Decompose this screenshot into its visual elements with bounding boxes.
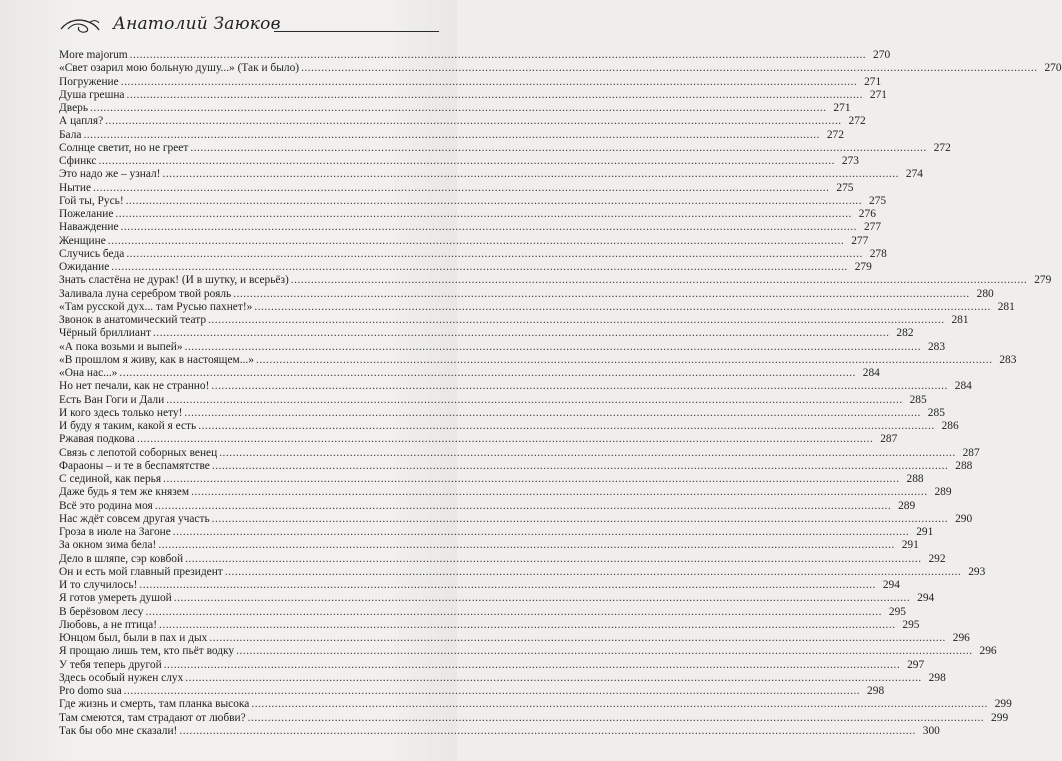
toc-entry [59,565,986,579]
toc-dot-leader: ............................................................................................................................................................................................................................ [191,486,928,499]
toc-entry-page: 284 [954,380,972,393]
toc-entry-page: 271 [833,102,851,114]
toc-entry-title: Дверь [59,102,89,114]
toc-dot-leader: ............................................................................................................................................................................................................................ [190,141,927,154]
toc-entry-title: Знать сластёна не дурак! (И в шутку, и всерьёз) [59,274,289,287]
toc-entry [59,327,914,340]
toc-dot-leader: ............................................................................................................................................................................................................................ [173,592,911,605]
toc-entry [59,711,1009,725]
toc-entry-title: И буду я таким, какой я есть [59,420,197,432]
toc-dot-leader: ............................................................................................................................................................................................................................ [154,499,892,512]
toc-entry-page: 287 [962,446,980,459]
toc-dot-leader: ............................................................................................................................................................................................................................ [166,393,903,406]
toc-entry [59,234,869,248]
toc-entry-page: 275 [836,181,854,194]
toc-entry [59,671,946,685]
header-rule [274,31,439,32]
toc-dot-leader: ............................................................................................................................................................................................................................ [254,300,991,313]
toc-entry [59,247,887,261]
toc-dot-leader: ............................................................................................................................................................................................................................ [129,49,867,61]
toc-dot-leader: ............................................................................................................................................................................................................................ [219,446,956,459]
toc-entry-page: 296 [952,632,970,644]
toc-entry [59,353,1017,367]
toc-entry-page: 294 [882,579,900,591]
toc-entry-title: Так бы обо мне сказали! [59,724,178,737]
toc-dot-leader: ............................................................................................................................................................................................................................ [123,685,861,697]
toc-dot-leader: ............................................................................................................................................................................................................................ [251,698,988,711]
toc-dot-leader: ............................................................................................................................................................................................................................ [120,75,858,88]
toc-entry-title: Солнце светит, но не греет [59,141,189,154]
toc-entry-page: 278 [869,247,887,260]
toc-entry [59,128,844,142]
toc-dot-leader: ............................................................................................................................................................................................................................ [172,526,910,538]
toc-entry-page: 298 [867,685,885,697]
toc-entry-page: 277 [851,234,869,247]
toc-entry-page: 296 [979,645,997,658]
toc-dot-leader: ............................................................................................................................................................................................................................ [111,261,848,273]
toc-entry-title: Наваждение [59,221,119,234]
toc-entry [59,274,1052,287]
toc-entry [59,486,952,499]
toc-dot-leader: ............................................................................................................................................................................................................................ [163,658,901,671]
toc-entry-page: 276 [858,208,876,220]
toc-entry-page: 273 [841,155,859,167]
toc-entry-title: Дело в шляпе, сэр ковбой [59,552,184,565]
toc-dot-leader: ............................................................................................................................................................................................................................ [105,115,842,128]
toc-entry-page: 297 [907,658,925,671]
toc-entry-page: 275 [869,194,887,207]
toc-entry [59,393,927,407]
toc-entry [59,380,972,393]
toc-entry-page: 289 [934,486,952,499]
toc-entry [59,658,925,672]
running-header [59,12,439,38]
toc-entry-page: 286 [941,420,959,432]
toc-dot-leader: ............................................................................................................................................................................................................................ [107,234,845,247]
toc-entry-page: 298 [928,671,946,684]
toc-entry [59,552,946,566]
toc-dot-leader: ............................................................................................................................................................................................................................ [145,605,882,618]
toc-entry [59,592,935,605]
toc-entry-title: Pro domo sua [59,685,122,697]
toc-entry [59,367,880,380]
toc-entry-title: Там смеются, там страдают от любви? [59,711,246,724]
toc-dot-leader: ............................................................................................................................................................................................................................ [184,406,921,419]
toc-entry [59,102,851,115]
toc-entry-title: «Там русской дух... там Русью пахнет!» [59,300,253,313]
toc-dot-leader: ............................................................................................................................................................................................................................ [139,579,876,591]
toc-entry-title: А цапля? [59,115,104,128]
toc-dot-leader: ............................................................................................................................................................................................................................ [98,155,835,167]
toc-entry-page: 272 [933,141,951,154]
toc-entry-page: 270 [873,49,891,61]
toc-entry [59,539,919,552]
toc-entry-title: Гой ты, Русь! [59,194,124,207]
toc-entry-title: Душа грешна [59,88,125,101]
toc-entry-page: 283 [927,340,946,353]
toc-entry-page: 272 [848,115,866,128]
toc-entry [59,221,882,234]
toc-entry-title: Сфинкс [59,155,97,167]
toc-entry-title: У тебя теперь другой [59,658,162,671]
toc-entry [59,724,940,738]
toc-entry-page: 291 [901,539,919,552]
toc-entry-page: 283 [999,353,1017,366]
toc-dot-leader: ............................................................................................................................................................................................................................ [211,512,949,525]
toc-dot-leader: ............................................................................................................................................................................................................................ [255,353,993,366]
toc-entry-title: С сединой, как перья [59,473,162,485]
toc-entry-page: 277 [863,221,882,234]
toc-entry [59,512,973,526]
author-name: Анатолий Заюков [113,14,281,34]
toc-entry-title: Любовь, а не птица! [59,618,158,631]
toc-dot-leader: ............................................................................................................................................................................................................................ [208,314,945,326]
toc-entry-page: 271 [864,75,882,88]
toc-entry-title: За окном зима бела! [59,539,157,552]
toc-entry-page: 281 [951,314,969,326]
toc-entry [59,287,994,301]
toc-dot-leader: ............................................................................................................................................................................................................................ [185,671,922,684]
toc-entry-title: Я прощаю лишь тем, кто пьёт водку [59,645,235,658]
toc-entry-title: «Свет озарил мою больную душу...» (Так и было) [59,62,300,75]
toc-entry-page: 281 [997,300,1015,313]
toc-entry-title: Но нет печали, как не странно! [59,380,210,393]
toc-dot-leader: ............................................................................................................................................................................................................................ [90,102,827,114]
toc-entry-title: «Она нас...» [59,367,118,379]
toc-entry-page: 274 [905,168,923,181]
toc-dot-leader: ............................................................................................................................................................................................................................ [290,274,1028,287]
toc-entry [59,155,859,168]
toc-entry-title: Даже будь я тем же князем [59,486,190,499]
toc-dot-leader: ............................................................................................................................................................................................................................ [236,645,973,658]
toc-entry-page: 294 [917,592,935,605]
toc-dot-leader: ............................................................................................................................................................................................................................ [233,287,970,300]
ornament-swirl-icon [59,15,101,35]
toc-entry-page: 299 [991,711,1009,724]
toc-entry-page: 300 [922,724,940,737]
toc-entry-title: Нытие [59,181,92,194]
toc-entry-page: 295 [902,618,920,631]
toc-entry [59,194,887,208]
toc-dot-leader: ............................................................................................................................................................................................................................ [126,88,863,101]
toc-dot-leader: ............................................................................................................................................................................................................................ [158,539,895,552]
toc-entry-page: 293 [968,565,986,578]
toc-entry-title: В берёзовом лесу [59,605,144,618]
toc-entry-title: Случись беда [59,247,125,260]
toc-entry [59,473,924,486]
toc-entry-title: Ожидание [59,261,110,273]
toc-entry-page: 287 [880,433,898,446]
toc-entry-title: More majorum [59,49,128,61]
toc-entry [59,49,891,62]
toc-entry-page: 284 [862,367,880,379]
toc-entry [59,75,882,89]
toc-entry-title: Здесь особый нужен слух [59,671,184,684]
toc-entry [59,62,1062,75]
toc-dot-leader: ............................................................................................................................................................................................................................ [198,420,935,432]
toc-dot-leader: ............................................................................................................................................................................................................................ [83,128,820,141]
toc-entry-title: Погружение [59,75,119,88]
toc-entry-page: 289 [898,499,916,512]
toc-dot-leader: ............................................................................................................................................................................................................................ [120,221,858,234]
toc-entry [59,433,898,446]
toc-dot-leader: ............................................................................................................................................................................................................................ [211,380,948,393]
toc-dot-leader: ............................................................................................................................................................................................................................ [126,247,863,260]
toc-entry-title: Нас ждёт совсем другая участь [59,512,210,525]
toc-entry-page: 299 [994,698,1012,711]
toc-entry-page: 291 [916,526,934,538]
toc-entry-page: 285 [909,393,927,406]
toc-entry-page: 271 [869,88,887,101]
toc-entry-page: 270 [1044,62,1062,75]
toc-entry-title: Заливала луна серебром твой рояль [59,287,232,300]
toc-entry-page: 272 [826,128,844,141]
toc-entry [59,698,1012,711]
toc-entry-page: 279 [854,261,872,273]
toc-entry-title: Чёрный бриллиант [59,327,152,340]
toc-entry [59,88,887,102]
toc-entry-page: 279 [1034,274,1052,287]
toc-entry [59,645,997,658]
toc-dot-leader: ............................................................................................................................................................................................................................ [163,473,900,485]
toc-entry-page: 292 [928,552,946,565]
toc-entry [59,406,945,420]
toc-entry-title: Я готов умереть душой [59,592,172,605]
toc-entry [59,141,951,155]
toc-dot-leader: ............................................................................................................................................................................................................................ [247,711,985,724]
toc-dot-leader: ............................................................................................................................................................................................................................ [184,340,922,353]
toc-dot-leader: ............................................................................................................................................................................................................................ [224,565,962,578]
toc-entry-title: Пожелание [59,208,114,220]
toc-entry [59,526,934,539]
toc-dot-leader: ............................................................................................................................................................................................................................ [301,62,1038,75]
toc-dot-leader: ............................................................................................................................................................................................................................ [211,459,949,472]
toc-entry [59,632,970,645]
toc-entry [59,499,916,513]
toc-entry-title: «А пока возьми и выпей» [59,340,183,353]
toc-entry-page: 282 [896,327,914,340]
toc-entry [59,340,946,354]
toc-entry-page: 280 [976,287,994,300]
toc-entry [59,685,885,698]
toc-dot-leader: ............................................................................................................................................................................................................................ [136,433,874,446]
table-of-contents [59,49,1062,738]
toc-entry [59,261,872,274]
toc-entry [59,420,959,433]
toc-entry-title: Где жизнь и смерть, там планка высока [59,698,250,711]
toc-entry [59,181,854,195]
toc-entry-page: 290 [955,512,973,525]
toc-entry-title: И то случилось! [59,579,138,591]
toc-entry-title: Связь с лепотой соборных венец [59,446,218,459]
toc-entry-title: Звонок в анатомический театр [59,314,207,326]
toc-dot-leader: ............................................................................................................................................................................................................................ [159,618,896,631]
toc-entry-title: Всё это родина моя [59,499,153,512]
toc-entry-title: Бала [59,128,82,141]
toc-entry [59,605,906,619]
toc-entry [59,208,876,221]
toc-dot-leader: ............................................................................................................................................................................................................................ [162,168,899,181]
toc-entry [59,168,923,181]
toc-dot-leader: ............................................................................................................................................................................................................................ [185,552,922,565]
toc-entry [59,115,866,128]
toc-entry-page: 288 [906,473,924,485]
toc-dot-leader: ............................................................................................................................................................................................................................ [119,367,856,379]
toc-entry [59,618,920,632]
toc-entry-title: Он и есть мой главный президент [59,565,223,578]
toc-entry-title: Это надо же – узнал! [59,168,161,181]
toc-entry [59,459,973,473]
toc-entry-title: Женщине [59,234,106,247]
toc-dot-leader: ............................................................................................................................................................................................................................ [125,194,863,207]
toc-entry-page: 295 [888,605,906,618]
toc-entry-page: 285 [927,406,945,419]
toc-entry-title: Ржавая подкова [59,433,135,446]
toc-entry-title: И кого здесь только нету! [59,406,183,419]
toc-entry-title: «В прошлом я живу, как в настоящем...» [59,353,254,366]
toc-entry [59,314,969,327]
toc-entry-title: Гроза в июле на Загоне [59,526,171,538]
toc-entry [59,446,980,460]
toc-entry-title: Фараоны – и те в беспамятстве [59,459,210,472]
toc-dot-leader: ............................................................................................................................................................................................................................ [93,181,830,194]
toc-entry [59,579,900,592]
toc-dot-leader: ............................................................................................................................................................................................................................ [179,724,916,737]
toc-dot-leader: ............................................................................................................................................................................................................................ [153,327,890,340]
toc-entry [59,300,1015,314]
toc-entry-title: Есть Ван Гоги и Дали [59,393,165,406]
toc-entry-page: 288 [955,459,973,472]
toc-dot-leader: ............................................................................................................................................................................................................................ [115,208,852,220]
toc-dot-leader: ............................................................................................................................................................................................................................ [209,632,946,644]
toc-entry-title: Юнцом был, были в пах и дых [59,632,208,644]
